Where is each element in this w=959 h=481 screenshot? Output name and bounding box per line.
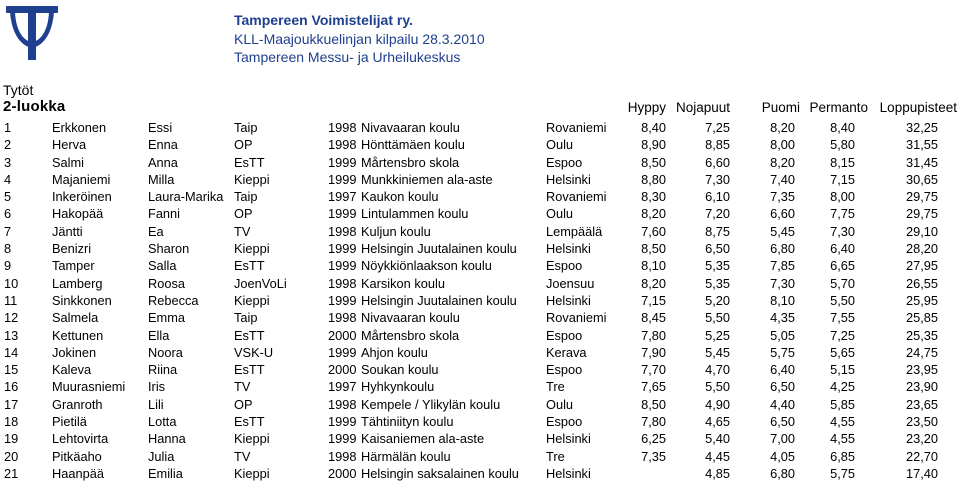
permanto-score-cell: 6,40 (830, 241, 855, 257)
school-cell: Helsingin Juutalainen koulu (361, 241, 517, 257)
club-cell: OP (234, 137, 253, 153)
hyppy-score-cell: 8,20 (641, 275, 666, 291)
puomi-score-cell: 8,20 (770, 154, 795, 170)
school-cell: Nivavaaran koulu (361, 310, 460, 326)
club-cell: Kieppi (234, 171, 270, 187)
first-name-cell: Lili (148, 396, 164, 412)
total-score-cell: 29,10 (905, 223, 938, 239)
city-cell: Oulu (546, 396, 574, 412)
column-header-nojapuut: Nojapuut (675, 100, 730, 115)
puomi-score-cell: 6,60 (770, 206, 795, 222)
permanto-score-cell: 7,25 (830, 327, 855, 343)
section-title: Tytöt (3, 82, 34, 98)
first-name-cell: Rebecca (148, 292, 199, 308)
rank-cell: 13 (4, 327, 19, 343)
school-cell: Tähtiniityn koulu (361, 414, 454, 430)
rank-cell: 7 (4, 223, 12, 239)
hyppy-score-cell: 8,90 (641, 137, 666, 153)
hyppy-score-cell: 8,50 (641, 396, 666, 412)
school-cell: Härmälän koulu (361, 448, 451, 464)
column-header-total: Loppupisteet (879, 100, 957, 115)
total-score-cell: 22,70 (905, 448, 938, 464)
permanto-score-cell: 7,30 (830, 223, 855, 239)
birth-year-cell: 1998 (328, 137, 357, 153)
permanto-score-cell: 5,15 (830, 362, 855, 378)
nojapuut-score-cell: 5,50 (705, 310, 730, 326)
rank-cell: 5 (4, 189, 12, 205)
first-name-cell: Julia (148, 448, 175, 464)
city-cell: Rovaniemi (546, 189, 607, 205)
first-name-cell: Ea (148, 223, 164, 239)
city-cell: Espoo (546, 258, 583, 274)
permanto-score-cell: 7,55 (830, 310, 855, 326)
school-cell: Munkkiniemen ala-aste (361, 171, 493, 187)
total-score-cell: 29,75 (905, 189, 938, 205)
hyppy-score-cell: 8,50 (641, 154, 666, 170)
permanto-score-cell: 5,50 (830, 292, 855, 308)
club-cell: Kieppi (234, 431, 270, 447)
table-row (0, 447, 959, 464)
puomi-score-cell: 6,80 (770, 241, 795, 257)
permanto-score-cell: 7,15 (830, 171, 855, 187)
birth-year-cell: 1998 (328, 310, 357, 326)
club-cell: Taip (234, 189, 258, 205)
club-cell: Kieppi (234, 241, 270, 257)
rank-cell: 19 (4, 431, 19, 447)
birth-year-cell: 1998 (328, 396, 357, 412)
school-cell: Kaisaniemen ala-aste (361, 431, 485, 447)
table-row (0, 239, 959, 256)
last-name-cell: Lamberg (52, 275, 103, 291)
club-cell: EsTT (234, 154, 265, 170)
puomi-score-cell: 6,40 (770, 362, 795, 378)
table-row (0, 464, 959, 481)
first-name-cell: Hanna (148, 431, 186, 447)
school-cell: Kempele / Ylikylän koulu (361, 396, 501, 412)
total-score-cell: 17,40 (905, 465, 938, 481)
last-name-cell: Salmi (52, 154, 84, 170)
puomi-score-cell: 5,45 (770, 223, 795, 239)
rank-cell: 2 (4, 137, 12, 153)
birth-year-cell: 2000 (328, 465, 357, 481)
birth-year-cell: 1999 (328, 258, 357, 274)
last-name-cell: Erkkonen (52, 120, 107, 135)
club-cell: Kieppi (234, 465, 270, 481)
table-row (0, 291, 959, 308)
permanto-score-cell: 6,65 (830, 258, 855, 274)
puomi-score-cell: 6,50 (770, 379, 795, 395)
puomi-score-cell: 7,40 (770, 171, 795, 187)
birth-year-cell: 2000 (328, 362, 357, 378)
nojapuut-score-cell: 7,30 (705, 171, 730, 187)
club-cell: Taip (234, 120, 258, 135)
puomi-score-cell: 7,00 (770, 431, 795, 447)
club-cell: Taip (234, 310, 258, 326)
puomi-score-cell: 7,35 (770, 189, 795, 205)
rank-cell: 20 (4, 448, 19, 464)
puomi-score-cell: 4,40 (770, 396, 795, 412)
first-name-cell: Roosa (148, 275, 185, 291)
table-row (0, 395, 959, 412)
table-row (0, 343, 959, 360)
school-cell: Mårtensbro skola (361, 327, 460, 343)
nojapuut-score-cell: 6,10 (705, 189, 730, 205)
last-name-cell: Pietilä (52, 414, 87, 430)
first-name-cell: Emma (148, 310, 185, 326)
rank-cell: 16 (4, 379, 19, 395)
birth-year-cell: 1999 (328, 431, 357, 447)
city-cell: Espoo (546, 154, 583, 170)
city-cell: Helsinki (546, 431, 591, 447)
nojapuut-score-cell: 4,65 (705, 414, 730, 430)
nojapuut-score-cell: 5,45 (705, 344, 730, 360)
puomi-score-cell: 8,00 (770, 137, 795, 153)
table-row (0, 429, 959, 446)
nojapuut-score-cell: 7,25 (705, 120, 730, 135)
last-name-cell: Jäntti (52, 223, 83, 239)
total-score-cell: 31,55 (905, 137, 938, 153)
total-score-cell: 23,20 (905, 431, 938, 447)
nojapuut-score-cell: 8,75 (705, 223, 730, 239)
competition-title: KLL-Maajoukkuelinjan kilpailu 28.3.2010 (234, 31, 485, 47)
hyppy-score-cell: 8,80 (641, 171, 666, 187)
hyppy-score-cell: 7,90 (641, 344, 666, 360)
permanto-score-cell: 4,25 (830, 379, 855, 395)
birth-year-cell: 1997 (328, 189, 357, 205)
birth-year-cell: 1998 (328, 448, 357, 464)
club-cell: VSK-U (234, 344, 274, 360)
first-name-cell: Laura-Marika (148, 189, 224, 205)
table-row (0, 153, 959, 170)
nojapuut-score-cell: 4,90 (705, 396, 730, 412)
city-cell: Espoo (546, 327, 583, 343)
last-name-cell: Kaleva (52, 362, 92, 378)
first-name-cell: Emilia (148, 465, 183, 481)
permanto-score-cell: 7,75 (830, 206, 855, 222)
puomi-score-cell: 6,80 (770, 465, 795, 481)
birth-year-cell: 1999 (328, 171, 357, 187)
nojapuut-score-cell: 8,85 (705, 137, 730, 153)
puomi-score-cell: 4,05 (770, 448, 795, 464)
total-score-cell: 25,85 (905, 310, 938, 326)
last-name-cell: Muurasniemi (52, 379, 126, 395)
total-score-cell: 27,95 (905, 258, 938, 274)
total-score-cell: 32,25 (905, 120, 938, 135)
school-cell: Hönttämäen koulu (361, 137, 465, 153)
hyppy-score-cell: 7,70 (641, 362, 666, 378)
birth-year-cell: 1999 (328, 344, 357, 360)
hyppy-score-cell: 7,80 (641, 327, 666, 343)
puomi-score-cell: 5,75 (770, 344, 795, 360)
table-row (0, 222, 959, 239)
rank-cell: 17 (4, 396, 19, 412)
nojapuut-score-cell: 5,35 (705, 275, 730, 291)
club-cell: EsTT (234, 258, 265, 274)
nojapuut-score-cell: 5,50 (705, 379, 730, 395)
table-row (0, 204, 959, 221)
table-row (0, 308, 959, 325)
total-score-cell: 26,55 (905, 275, 938, 291)
permanto-score-cell: 8,00 (830, 189, 855, 205)
nojapuut-score-cell: 5,40 (705, 431, 730, 447)
club-logo (2, 2, 62, 64)
last-name-cell: Jokinen (52, 344, 97, 360)
birth-year-cell: 1999 (328, 292, 357, 308)
table-row (0, 326, 959, 343)
permanto-score-cell: 4,55 (830, 431, 855, 447)
total-score-cell: 23,50 (905, 414, 938, 430)
rank-cell: 11 (4, 292, 18, 308)
last-name-cell: Sinkkonen (52, 292, 112, 308)
school-cell: Helsingin Juutalainen koulu (361, 292, 517, 308)
rank-cell: 6 (4, 206, 12, 222)
hyppy-score-cell: 7,15 (641, 292, 666, 308)
school-cell: Ahjon koulu (361, 344, 428, 360)
nojapuut-score-cell: 6,50 (705, 241, 730, 257)
nojapuut-score-cell: 4,45 (705, 448, 730, 464)
city-cell: Oulu (546, 137, 574, 153)
class-title: 2-luokka (3, 98, 66, 115)
last-name-cell: Salmela (52, 310, 99, 326)
last-name-cell: Granroth (52, 396, 103, 412)
school-cell: Mårtensbro skola (361, 154, 460, 170)
city-cell: Espoo (546, 362, 583, 378)
club-cell: EsTT (234, 327, 265, 343)
school-cell: Nöykkiönlaakson koulu (361, 258, 492, 274)
school-cell: Kuljun koulu (361, 223, 431, 239)
puomi-score-cell: 5,05 (770, 327, 795, 343)
first-name-cell: Milla (148, 171, 175, 187)
puomi-score-cell: 4,35 (770, 310, 795, 326)
club-cell: EsTT (234, 414, 265, 430)
birth-year-cell: 1997 (328, 379, 357, 395)
total-score-cell: 25,35 (905, 327, 938, 343)
last-name-cell: Inkeröinen (52, 189, 112, 205)
hyppy-score-cell: 7,65 (641, 379, 666, 395)
club-cell: OP (234, 396, 253, 412)
table-row (0, 256, 959, 273)
rank-cell: 21 (4, 465, 19, 481)
last-name-cell: Majaniemi (52, 171, 111, 187)
last-name-cell: Haanpää (52, 465, 104, 481)
results-table (0, 118, 959, 481)
column-header-puomi: Puomi (761, 100, 800, 115)
city-cell: Helsinki (546, 171, 591, 187)
last-name-cell: Kettunen (52, 327, 104, 343)
permanto-score-cell: 4,55 (830, 414, 855, 430)
city-cell: Rovaniemi (546, 120, 607, 135)
organizer-title: Tampereen Voimistelijat ry. (234, 12, 413, 28)
city-cell: Helsinki (546, 292, 591, 308)
first-name-cell: Sharon (148, 241, 190, 257)
column-header-permanto: Permanto (809, 100, 868, 115)
city-cell: Helsinki (546, 465, 591, 481)
nojapuut-score-cell: 4,85 (705, 465, 730, 481)
table-row (0, 412, 959, 429)
hyppy-score-cell: 8,40 (641, 120, 666, 135)
birth-year-cell: 2000 (328, 327, 357, 343)
puomi-score-cell: 7,30 (770, 275, 795, 291)
first-name-cell: Anna (148, 154, 178, 170)
birth-year-cell: 1998 (328, 223, 357, 239)
hyppy-score-cell: 8,45 (641, 310, 666, 326)
venue-title: Tampereen Messu- ja Urheilukeskus (234, 49, 461, 65)
table-row (0, 187, 959, 204)
first-name-cell: Lotta (148, 414, 177, 430)
club-cell: TV (234, 223, 251, 239)
puomi-score-cell: 8,20 (770, 120, 795, 135)
permanto-score-cell: 5,75 (830, 465, 855, 481)
rank-cell: 3 (4, 154, 12, 170)
table-row (0, 135, 959, 152)
school-cell: Kaukon koulu (361, 189, 439, 205)
permanto-score-cell: 5,65 (830, 344, 855, 360)
first-name-cell: Noora (148, 344, 183, 360)
rank-cell: 10 (4, 275, 19, 291)
club-cell: Kieppi (234, 292, 270, 308)
school-cell: Hyhkynkoulu (361, 379, 435, 395)
nojapuut-score-cell: 4,70 (705, 362, 730, 378)
hyppy-score-cell: 8,20 (641, 206, 666, 222)
permanto-score-cell: 5,70 (830, 275, 855, 291)
puomi-score-cell: 8,10 (770, 292, 795, 308)
total-score-cell: 24,75 (905, 344, 938, 360)
club-cell: OP (234, 206, 253, 222)
table-row (0, 170, 959, 187)
total-score-cell: 30,65 (905, 171, 938, 187)
school-cell: Helsingin saksalainen koulu (361, 465, 519, 481)
rank-cell: 18 (4, 414, 19, 430)
total-score-cell: 28,20 (905, 241, 938, 257)
city-cell: Rovaniemi (546, 310, 607, 326)
last-name-cell: Tamper (52, 258, 95, 274)
last-name-cell: Benizri (52, 241, 92, 257)
puomi-score-cell: 7,85 (770, 258, 795, 274)
permanto-score-cell: 8,15 (830, 154, 855, 170)
table-row (0, 118, 959, 135)
rank-cell: 14 (4, 344, 19, 360)
city-cell: Joensuu (546, 275, 595, 291)
last-name-cell: Herva (52, 137, 87, 153)
birth-year-cell: 1999 (328, 154, 357, 170)
permanto-score-cell: 5,85 (830, 396, 855, 412)
total-score-cell: 31,45 (905, 154, 938, 170)
birth-year-cell: 1999 (328, 206, 357, 222)
first-name-cell: Essi (148, 120, 173, 135)
last-name-cell: Hakopää (52, 206, 104, 222)
hyppy-score-cell: 6,25 (641, 431, 666, 447)
first-name-cell: Ella (148, 327, 170, 343)
permanto-score-cell: 6,85 (830, 448, 855, 464)
city-cell: Lempäälä (546, 223, 603, 239)
rank-cell: 15 (4, 362, 19, 378)
birth-year-cell: 1999 (328, 414, 357, 430)
city-cell: Tre (546, 448, 565, 464)
permanto-score-cell: 8,40 (830, 120, 855, 135)
rank-cell: 9 (4, 258, 12, 274)
rank-cell: 8 (4, 241, 12, 257)
total-score-cell: 25,95 (905, 292, 938, 308)
first-name-cell: Salla (148, 258, 177, 274)
city-cell: Helsinki (546, 241, 591, 257)
rank-cell: 12 (4, 310, 19, 326)
nojapuut-score-cell: 5,20 (705, 292, 730, 308)
club-cell: EsTT (234, 362, 265, 378)
total-score-cell: 23,65 (905, 396, 938, 412)
hyppy-score-cell: 7,60 (641, 223, 666, 239)
city-cell: Tre (546, 379, 565, 395)
puomi-score-cell: 6,50 (770, 414, 795, 430)
last-name-cell: Pitkäaho (52, 448, 102, 464)
club-cell: TV (234, 448, 251, 464)
column-header-hyppy: Hyppy (627, 100, 666, 115)
first-name-cell: Enna (148, 137, 178, 153)
club-cell: TV (234, 379, 251, 395)
last-name-cell: Lehtovirta (52, 431, 109, 447)
nojapuut-score-cell: 5,35 (705, 258, 730, 274)
nojapuut-score-cell: 6,60 (705, 154, 730, 170)
total-score-cell: 23,95 (905, 362, 938, 378)
city-cell: Espoo (546, 414, 583, 430)
first-name-cell: Fanni (148, 206, 181, 222)
city-cell: Oulu (546, 206, 574, 222)
total-score-cell: 29,75 (905, 206, 938, 222)
school-cell: Karsikon koulu (361, 275, 445, 291)
birth-year-cell: 1999 (328, 241, 357, 257)
rank-cell: 1 (4, 120, 12, 135)
hyppy-score-cell: 7,35 (641, 448, 666, 464)
hyppy-score-cell: 8,30 (641, 189, 666, 205)
table-row (0, 377, 959, 394)
permanto-score-cell: 5,80 (830, 137, 855, 153)
birth-year-cell: 1998 (328, 275, 357, 291)
hyppy-score-cell: 8,10 (641, 258, 666, 274)
first-name-cell: Iris (148, 379, 166, 395)
birth-year-cell: 1998 (328, 120, 357, 135)
nojapuut-score-cell: 5,25 (705, 327, 730, 343)
school-cell: Soukan koulu (361, 362, 439, 378)
nojapuut-score-cell: 7,20 (705, 206, 730, 222)
city-cell: Kerava (546, 344, 587, 360)
table-row (0, 274, 959, 291)
school-cell: Nivavaaran koulu (361, 120, 460, 135)
table-row (0, 360, 959, 377)
rank-cell: 4 (4, 171, 12, 187)
first-name-cell: Riina (148, 362, 178, 378)
total-score-cell: 23,90 (905, 379, 938, 395)
hyppy-score-cell: 7,80 (641, 414, 666, 430)
club-cell: JoenVoLi (234, 275, 287, 291)
school-cell: Lintulammen koulu (361, 206, 469, 222)
hyppy-score-cell: 8,50 (641, 241, 666, 257)
